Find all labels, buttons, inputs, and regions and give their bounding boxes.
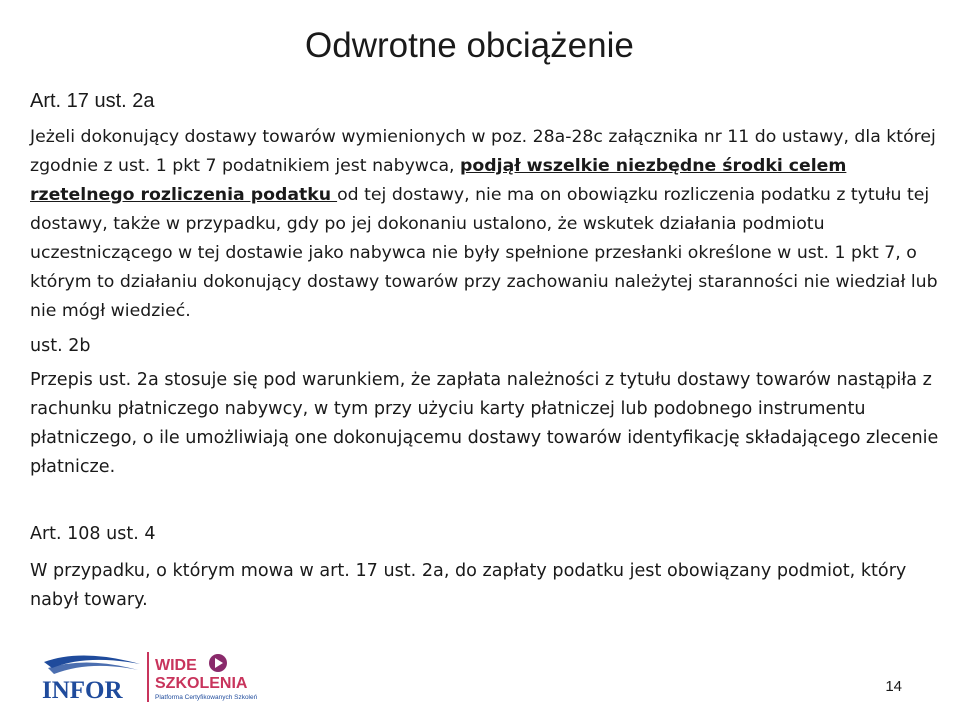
infor-logo-graphic <box>42 650 272 705</box>
infor-wordmark: INFOR <box>42 677 123 704</box>
infor-logo <box>42 650 272 705</box>
wide-wordmark: WIDE <box>155 657 197 674</box>
art-17-emphasis: podjął wszelkie niezbędne środki celem rzetelnego rozliczenia podatku <box>30 156 847 205</box>
art-108-heading: Art. 108 ust. 4 <box>30 524 156 544</box>
ust-2b-heading: ust. 2b <box>30 336 91 356</box>
logo-tagline: Platforma Certyfikowanych Szkoleń <box>155 694 258 701</box>
art-17-heading: Art. 17 ust. 2a <box>30 90 155 112</box>
art-17-text-1: Jeżeli dokonujący dostawy towarów wymienionych w poz. 28a-28c załącznika nr 11 do ustawy, dla której zgodnie z ust. 1 pkt 7 podatnikiem jest nabywca, <box>30 127 936 176</box>
szkolenia-wordmark: SZKOLENIA <box>155 675 248 692</box>
art-17-paragraph <box>30 123 942 326</box>
art-108-paragraph: W przypadku, o którym mowa w art. 17 ust. 2a, do zapłaty podatku jest obowiązany podmiot, który nabył towary. <box>30 561 907 610</box>
art-17-text-2: od tej dostawy, nie ma on obowiązku rozliczenia podatku z tytułu tej dostawy, także w przypadku, gdy po jej dokonaniu ustalono, że wskutek działania podmiotu uczestniczącego w tej dostawie jako nabywca nie były spełnione przesłanki określone w ust. 1 pkt 7, o którym to działaniu dokonujący dostawy towarów przy zachowaniu należytej staranności nie wiedział lub nie mógł wiedzieć. <box>30 185 938 321</box>
page-number: 14 <box>885 678 902 695</box>
slide-title: Odwrotne obciążenie <box>305 26 634 65</box>
ust-2b-paragraph: Przepis ust. 2a stosuje się pod warunkiem, że zapłata należności z tytułu dostawy towarów nastąpiła z rachunku płatniczego nabywcy, w tym przy użyciu karty płatniczej lub podobnego instrumentu płatniczego, o ile umożliwiają one dokonującemu dostawy towarów identyfikację składającego zlecenie płatnicze. <box>30 370 939 477</box>
